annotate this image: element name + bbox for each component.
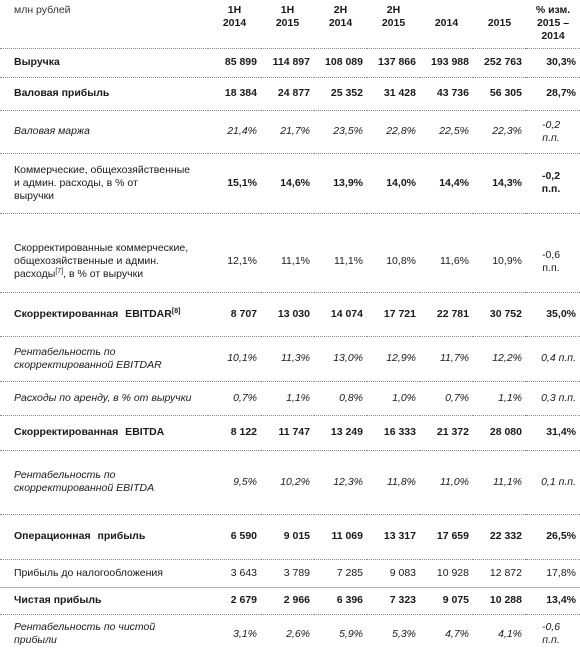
row-label: Скорректированная EBITDA xyxy=(0,415,208,450)
cell-value: 7 285 xyxy=(314,559,367,587)
cell-value: 11,1% xyxy=(314,213,367,292)
cell-value: 9 075 xyxy=(420,587,473,614)
cell-value: 25 352 xyxy=(314,77,367,110)
cell-value: 43 736 xyxy=(420,77,473,110)
cell-value: 10,2% xyxy=(261,450,314,514)
cell-value: 17 721 xyxy=(367,292,420,336)
cell-value: 8 707 xyxy=(208,292,261,336)
col-header-1h2014: 1H 2014 xyxy=(208,0,261,48)
row-label: Валовая маржа xyxy=(0,110,208,153)
table-row xyxy=(0,415,580,450)
cell-value: 11,3% xyxy=(261,336,314,381)
cell-value: 2,6% xyxy=(286,627,310,640)
col-header-2014: 2014 xyxy=(420,0,473,48)
cell-value: 193 988 xyxy=(420,48,473,77)
table-row xyxy=(0,110,580,153)
cell-value: 10,9% xyxy=(473,213,526,292)
cell-change: 30,3% xyxy=(526,48,580,77)
row-label: Скорректированные коммерческие, общехозяйственные и админ. расходы[7], в % от выручки xyxy=(0,213,208,292)
cell-value: 5,3% xyxy=(392,627,416,640)
cell-change: -0,6 п.п. xyxy=(526,213,580,292)
cell-value: 11,1% xyxy=(261,213,314,292)
row-label: Рентабельность по скорректированной EBITDAR xyxy=(0,336,208,381)
cell-change: 0,1 п.п. xyxy=(526,450,580,514)
cell-value: 108 089 xyxy=(314,48,367,77)
cell-value: 0,7% xyxy=(208,381,261,415)
cell-value: 1,1% xyxy=(261,381,314,415)
cell-change: -0,2 п.п. xyxy=(526,110,580,153)
table-row xyxy=(0,336,580,381)
cell-change: 28,7% xyxy=(526,77,580,110)
table-row xyxy=(0,77,580,110)
table-row xyxy=(0,514,580,559)
row-label: Прибыль до налогообложения xyxy=(0,559,208,587)
cell-change: 0,3 п.п. xyxy=(526,381,580,415)
cell-value: 2 679 xyxy=(208,587,261,614)
cell-value: 10,8% xyxy=(367,213,420,292)
cell-value: 5,9% xyxy=(339,627,363,640)
table-row xyxy=(0,48,580,77)
cell-value: 21 372 xyxy=(420,415,473,450)
cell-value: 3 789 xyxy=(261,559,314,587)
cell-value: 10 288 xyxy=(473,587,526,614)
cell-value: 14 074 xyxy=(314,292,367,336)
row-label: Рентабельность по чистой прибыли xyxy=(14,621,156,647)
unit-label: млн рублей xyxy=(0,0,208,48)
cell-value: 14,0% xyxy=(367,153,420,213)
header-row xyxy=(0,0,580,48)
cell-change: 13,4% xyxy=(526,587,580,614)
cell-value: 23,5% xyxy=(314,110,367,153)
col-header-2h2015: 2H 2015 xyxy=(367,0,420,48)
cell-value: 252 763 xyxy=(473,48,526,77)
col-header-2015: 2015 xyxy=(473,0,526,48)
cell-change: 35,0% xyxy=(526,292,580,336)
col-header-1h2015: 1H 2015 xyxy=(261,0,314,48)
table-row xyxy=(0,292,580,336)
cell-value: 31 428 xyxy=(367,77,420,110)
row-label: Коммерческие, общехозяйственные и админ. расходы, в % от выручки xyxy=(0,153,208,213)
cell-value: 13,9% xyxy=(314,153,367,213)
cell-change: 26,5% xyxy=(526,514,580,559)
cell-value: 12,3% xyxy=(314,450,367,514)
cell-value: 0,8% xyxy=(314,381,367,415)
cell-value: 22,8% xyxy=(367,110,420,153)
cell-value: 10,1% xyxy=(208,336,261,381)
table-row xyxy=(0,213,580,292)
cell-value: 7 323 xyxy=(367,587,420,614)
row-label: Рентабельность по скорректированной EBITDA xyxy=(0,450,208,514)
cell-value: 22 781 xyxy=(420,292,473,336)
cell-value: 11,6% xyxy=(420,213,473,292)
cell-change: 0,4 п.п. xyxy=(526,336,580,381)
cell-value: 11,0% xyxy=(420,450,473,514)
cell-value: 9 083 xyxy=(367,559,420,587)
cell-value: 85 899 xyxy=(208,48,261,77)
cell-value: 24 877 xyxy=(261,77,314,110)
cell-value: 28 080 xyxy=(473,415,526,450)
cell-value: 22 332 xyxy=(473,514,526,559)
cell-value: 6 396 xyxy=(314,587,367,614)
cell-value: 9,5% xyxy=(208,450,261,514)
cell-value: 137 866 xyxy=(367,48,420,77)
table-row xyxy=(0,153,580,213)
footnote-ref: [7] xyxy=(55,268,64,275)
cell-value: 14,3% xyxy=(473,153,526,213)
row-label: Расходы по аренду, в % от выручки xyxy=(0,381,208,415)
cell-value: 30 752 xyxy=(473,292,526,336)
cell-value: 13 249 xyxy=(314,415,367,450)
row-label: Валовая прибыль xyxy=(0,77,208,110)
cell-value: 56 305 xyxy=(473,77,526,110)
cell-change: -0,6 п.п. xyxy=(541,621,561,647)
cell-value: 11,8% xyxy=(367,450,420,514)
cell-value: 22,3% xyxy=(473,110,526,153)
cell-value: 22,5% xyxy=(420,110,473,153)
table-row xyxy=(0,587,580,614)
cell-value: 3,1% xyxy=(233,627,257,640)
cell-value: 14,4% xyxy=(420,153,473,213)
cell-value: 2 966 xyxy=(261,587,314,614)
cell-value: 13,0% xyxy=(314,336,367,381)
cell-value: 9 015 xyxy=(261,514,314,559)
row-label: Выручка xyxy=(0,48,208,77)
cell-value: 11 069 xyxy=(314,514,367,559)
row-label: Чистая прибыль xyxy=(0,587,208,614)
cell-value: 21,4% xyxy=(208,110,261,153)
cell-value: 10 928 xyxy=(420,559,473,587)
cell-value: 11,1% xyxy=(473,450,526,514)
cell-value: 3 643 xyxy=(208,559,261,587)
cell-value: 14,6% xyxy=(261,153,314,213)
cell-value: 114 897 xyxy=(261,48,314,77)
cell-value: 4,1% xyxy=(498,627,522,640)
cell-value: 12,2% xyxy=(473,336,526,381)
cell-value: 18 384 xyxy=(208,77,261,110)
table-row xyxy=(0,614,580,654)
cell-value: 12,1% xyxy=(208,213,261,292)
cell-value: 4,7% xyxy=(445,627,469,640)
cell-value: 13 030 xyxy=(261,292,314,336)
table-row xyxy=(0,559,580,587)
cell-change: 31,4% xyxy=(526,415,580,450)
cell-change: 17,8% xyxy=(526,559,580,587)
cell-value: 15,1% xyxy=(208,153,261,213)
cell-value: 16 333 xyxy=(367,415,420,450)
col-header-2h2014: 2H 2014 xyxy=(314,0,367,48)
cell-value: 11 747 xyxy=(261,415,314,450)
table-row xyxy=(0,450,580,514)
cell-value: 1,0% xyxy=(367,381,420,415)
cell-value: 12 872 xyxy=(473,559,526,587)
row-label: Операционная прибыль xyxy=(0,514,208,559)
cell-value: 0,7% xyxy=(420,381,473,415)
col-header-change: % изм. 2015 – 2014 xyxy=(526,0,580,48)
cell-value: 1,1% xyxy=(473,381,526,415)
row-label: Скорректированная EBITDAR[8] xyxy=(0,292,208,336)
table-row xyxy=(0,381,580,415)
cell-value: 11,7% xyxy=(420,336,473,381)
cell-value: 21,7% xyxy=(261,110,314,153)
cell-value: 12,9% xyxy=(367,336,420,381)
footnote-ref: [8] xyxy=(171,307,181,315)
cell-change: -0,2 п.п. xyxy=(526,153,580,213)
cell-value: 17 659 xyxy=(420,514,473,559)
cell-value: 8 122 xyxy=(208,415,261,450)
cell-value: 13 317 xyxy=(367,514,420,559)
cell-value: 6 590 xyxy=(208,514,261,559)
